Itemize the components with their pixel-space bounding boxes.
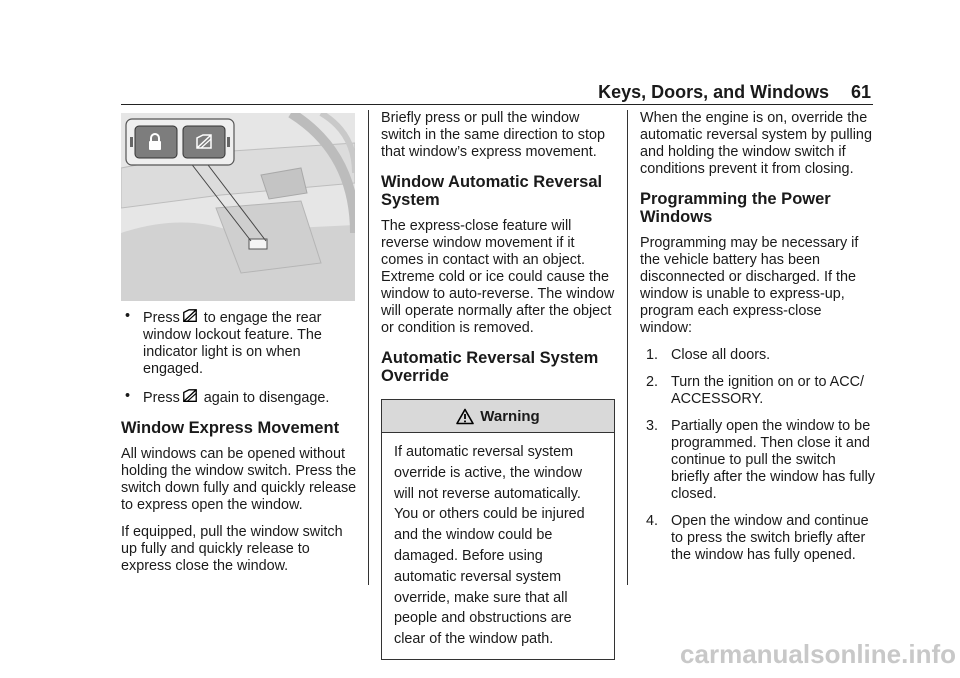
step-item [640,418,876,503]
section-title: Keys, Doors, and Windows [598,82,829,102]
paragraph-programming: Programming may be necessary if the vehicle battery has been disconnected or discharged. If the window is unable to express-up, program each express-close window: [640,235,859,336]
step-item [640,513,876,564]
warning-box [381,399,615,660]
bullet-text-after: to engage the rear window lockout feature. The indicator light is on when engaged. [143,310,322,377]
step-number: 3. [646,418,659,434]
step-text: Close all doors. [671,347,771,363]
step-number: 2. [646,374,659,390]
paragraph-automatic-reversal: The express-close feature will reverse window movement if it comes in contact with an object. Extreme cold or ice could cause the window to auto-reverse. The window will operate normally after the object or condition is removed. [381,218,615,336]
bullet-marker: • [125,388,131,404]
bullet-text-after: again to disengage. [199,390,330,406]
column-2 [381,110,615,660]
step-item [640,347,876,364]
warning-text: If automatic reversal system override is active, the window will not reverse automatically. You or others could be injured and the window could be damaged. Before using automatic reversal system override, make sure that all people and obstructions are clear of the window path. [394,444,585,648]
heading-automatic-reversal: Window Automatic Reversal System [381,173,603,209]
paragraph-express-close: If equipped, pull the window switch up fully and quickly release to express close the window. [121,524,343,574]
page-header [121,80,873,105]
step-text: Partially open the window to be programmed. Then close it and continue to pull the switch briefly after the window has fully closed. [671,418,875,502]
paragraph-stop-express: Briefly press or pull the window switch in the same direction to stop that window’s express movement. [381,110,605,160]
paragraph-express-open: All windows can be opened without holding the window switch. Press the switch down fully and quickly release to express open the window. [121,446,357,513]
window-lockout-icon [182,308,198,324]
warning-title: Warning [480,407,540,425]
programming-steps [640,347,876,564]
column-divider-1 [368,110,369,585]
step-item [640,374,876,408]
step-number: 4. [646,513,659,529]
bullet-text-before: Press [143,310,180,326]
paragraph-engine-override: When the engine is on, override the automatic reversal system by pulling and holding the window switch if conditions prevent it from closing. [640,110,872,177]
lock-icon [147,133,163,151]
page-number: 61 [850,82,871,102]
step-text: Open the window and continue to press the switch briefly after the window has fully opened. [671,513,869,563]
heading-reversal-override: Automatic Reversal System Override [381,349,599,385]
warning-triangle-icon [456,408,474,425]
watermark: carmanualsonline.info [680,639,956,669]
bullet-disengage [121,388,357,407]
column-3 [640,110,876,574]
window-lockout-icon [182,388,198,404]
heading-window-express-movement: Window Express Movement [121,419,340,437]
window-lockout-icon [195,134,213,150]
bullet-text-before: Press [143,390,180,406]
window-switch-illustration [121,113,355,301]
step-text: Turn the ignition on or to ACC/ ACCESSORY. [671,374,865,407]
bullet-marker: • [125,308,131,324]
heading-programming-power-windows: Programming the Power Windows [640,190,831,226]
column-divider-2 [627,110,628,585]
step-number: 1. [646,347,659,363]
column-1 [121,308,357,585]
warning-header [382,400,614,433]
bullet-engage [121,308,357,378]
